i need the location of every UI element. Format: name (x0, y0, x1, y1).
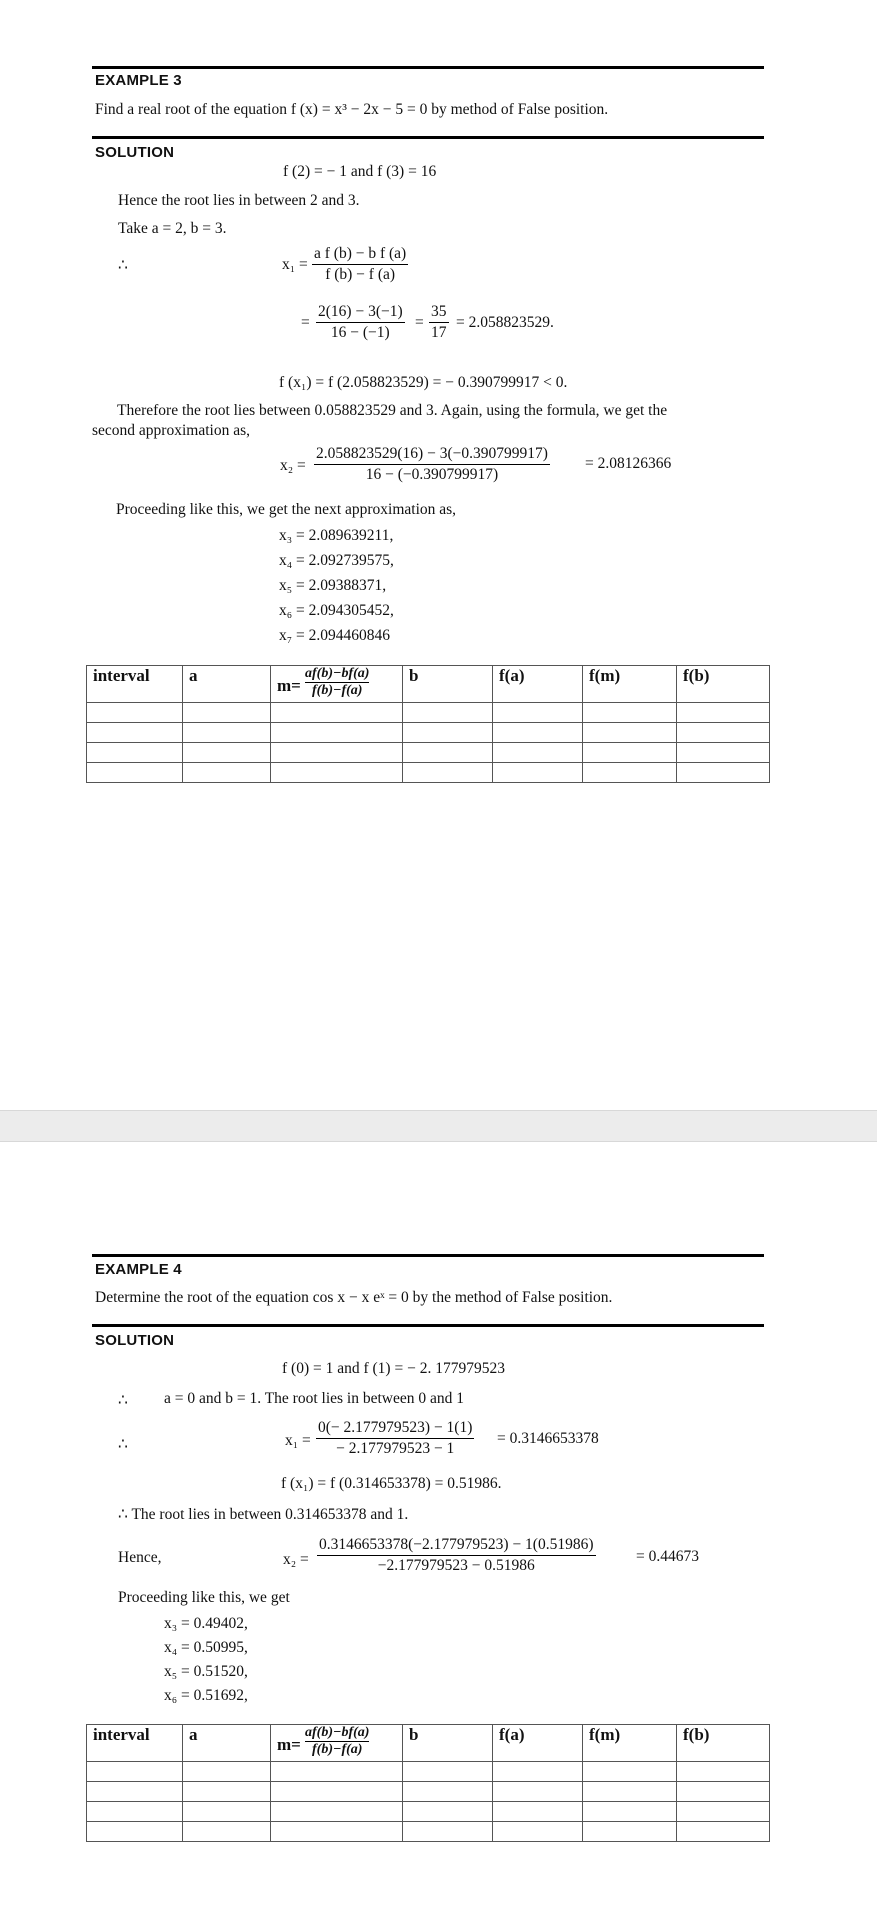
top-rule-2 (92, 1254, 764, 1257)
header-fa: f(a) (493, 666, 583, 703)
top-rule (92, 66, 764, 69)
x1-simplified-denominator: 17 (431, 324, 447, 341)
therefore-symbol: ∴ (118, 257, 128, 274)
f-x1-value: f (x₁) = f (2.058823529) = − 0.390799917 < 0. (279, 374, 568, 391)
f-values: f (2) = − 1 and f (3) = 16 (283, 163, 437, 180)
x1-simplified-fraction (429, 302, 449, 343)
solution-rule-2 (92, 1324, 764, 1327)
m-label: m= (277, 1735, 301, 1754)
x1-simplified-numerator: 35 (429, 302, 449, 323)
table-row (87, 763, 770, 783)
example-3-heading: EXAMPLE 3 (95, 72, 182, 89)
header-m (271, 666, 403, 703)
x1-denominator-2: − 2.177979523 − 1 (336, 1440, 455, 1457)
approximation-2-x3: x₃ = 0.49402, (164, 1615, 248, 1632)
table-row (87, 1802, 770, 1822)
f-x1-value-2: f (x₁) = f (0.314653378) = 0.51986. (281, 1475, 502, 1492)
root-between-text: Hence the root lies in between 2 and 3. (118, 192, 360, 209)
solution-label: SOLUTION (95, 144, 175, 161)
header-fm: f(m) (583, 1725, 677, 1762)
header-a: a (183, 1725, 271, 1762)
table-row (87, 1822, 770, 1842)
x1-formula-numerator: a f (b) − b f (a) (312, 244, 408, 265)
header-fb: f(b) (677, 1725, 770, 1762)
therefore-line-2: second approximation as, (92, 422, 250, 439)
x2-numerator-2: 0.3146653378(−2.177979523) − 1(0.51986) (317, 1535, 596, 1556)
header-interval: interval (87, 666, 183, 703)
approximation-x4: x₄ = 2.092739575, (279, 552, 394, 569)
table-row (87, 1762, 770, 1782)
page-example-4 (0, 1142, 877, 1920)
solution-rule (92, 136, 764, 139)
approximation-x3: x₃ = 2.089639211, (279, 527, 394, 544)
x1-result-2: = 0.3146653378 (497, 1430, 599, 1447)
header-fm: f(m) (583, 666, 677, 703)
x2-lhs: x₂ = (280, 457, 306, 474)
header-b: b (403, 1725, 493, 1762)
approximation-x7: x₇ = 2.094460846 (279, 627, 391, 644)
x1-result: = 2.058823529. (456, 314, 554, 331)
therefore-line-1: Therefore the root lies between 0.058823529 and 3. Again, using the formula, we get the (117, 402, 668, 419)
take-ab-text: Take a = 2, b = 3. (118, 220, 227, 237)
m-label: m= (277, 676, 301, 695)
hence-label: Hence, (118, 1549, 162, 1566)
example-3-problem: Find a real root of the equation f (x) = x³ − 2x − 5 = 0 by method of False position. (95, 101, 609, 118)
table-row (87, 743, 770, 763)
m-denominator: f(b)−f(a) (312, 683, 363, 698)
x1-sub-numerator: 2(16) − 3(−1) (316, 302, 405, 323)
x1-formula-fraction (312, 244, 408, 285)
approximation-x6: x₆ = 2.094305452, (279, 602, 394, 619)
table-row (87, 703, 770, 723)
x2-lhs-2: x₂ = (283, 1551, 309, 1568)
header-fb: f(b) (677, 666, 770, 703)
x1-fraction-2 (316, 1418, 474, 1459)
f-values-2: f (0) = 1 and f (1) = − 2. 177979523 (282, 1360, 505, 1377)
therefore-symbol-2: ∴ (118, 1392, 128, 1409)
therefore-symbol-3: ∴ (118, 1436, 128, 1453)
header-b: b (403, 666, 493, 703)
iteration-table-1 (86, 665, 770, 783)
x2-denominator: 16 − (−0.390799917) (365, 466, 499, 483)
x1-numerator-2: 0(− 2.177979523) − 1(1) (316, 1418, 474, 1439)
x1-equals: = (301, 314, 310, 331)
m-numerator: af(b)−bf(a) (305, 666, 370, 681)
m-numerator: af(b)−bf(a) (305, 1725, 370, 1740)
header-a: a (183, 666, 271, 703)
solution-label-2: SOLUTION (95, 1332, 175, 1349)
m-denominator: f(b)−f(a) (312, 1742, 363, 1757)
x2-result: = 2.08126366 (585, 455, 672, 472)
proceeding-text: Proceeding like this, we get the next approximation as, (116, 501, 457, 518)
approximation-x5: x₅ = 2.09388371, (279, 577, 387, 594)
x2-denominator-2: −2.177979523 − 0.51986 (377, 1557, 535, 1574)
x1-lhs: x₁ = (282, 256, 308, 273)
iteration-table-2 (86, 1724, 770, 1842)
x1-sub-denominator: 16 − (−1) (330, 324, 390, 341)
header-m (271, 1725, 403, 1762)
root-between-2: ∴ The root lies in between 0.314653378 and 1. (118, 1506, 409, 1523)
header-fa: f(a) (493, 1725, 583, 1762)
m-fraction (305, 666, 369, 699)
table-row (87, 723, 770, 743)
x2-result-2: = 0.44673 (636, 1548, 699, 1565)
x2-numerator: 2.058823529(16) − 3(−0.390799917) (314, 444, 550, 465)
table-row (87, 1782, 770, 1802)
x2-fraction-2 (317, 1535, 596, 1576)
approximation-2-x4: x₄ = 0.50995, (164, 1639, 248, 1656)
ab-line: a = 0 and b = 1. The root lies in between 0 and 1 (164, 1390, 465, 1407)
header-interval: interval (87, 1725, 183, 1762)
approximation-2-x5: x₅ = 0.51520, (164, 1663, 248, 1680)
x1-equals-2: = (415, 314, 424, 331)
x1-formula-denominator: f (b) − f (a) (325, 266, 396, 283)
approximation-2-x6: x₆ = 0.51692, (164, 1687, 248, 1704)
x2-fraction (314, 444, 550, 485)
example-4-problem: Determine the root of the equation cos x − x eˣ = 0 by the method of False position. (95, 1289, 613, 1306)
x1-substitution-fraction (316, 302, 405, 343)
x1-lhs-2: x₁ = (285, 1432, 311, 1449)
m-fraction (305, 1725, 369, 1758)
example-4-heading: EXAMPLE 4 (95, 1261, 182, 1278)
page-gap (0, 1110, 877, 1142)
proceeding-text-2: Proceeding like this, we get (118, 1589, 290, 1606)
